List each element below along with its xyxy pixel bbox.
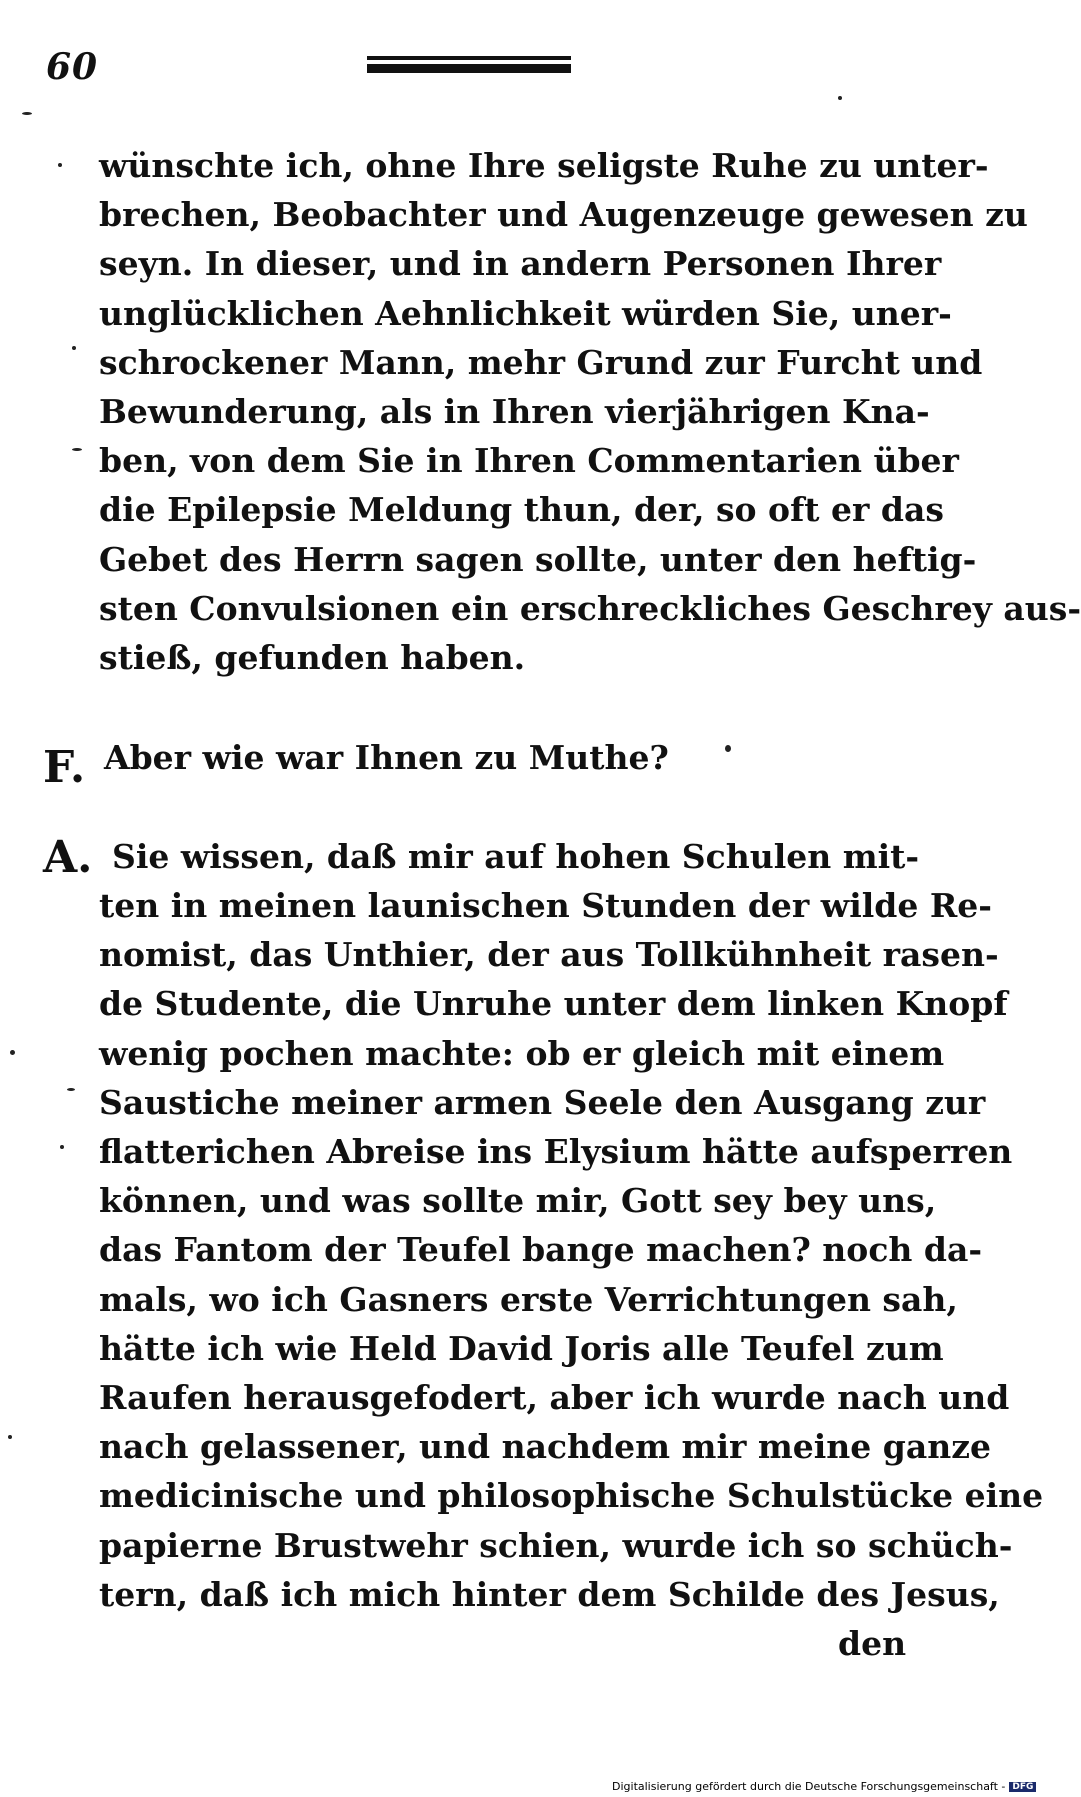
- text-line: ten in meinen launischen Stunden der wilde Re-: [99, 886, 992, 925]
- text-line: Bewunderung, als in Ihren vierjährigen Kna-: [99, 392, 930, 432]
- answer-paragraph: [99, 881, 1044, 1619]
- text-line: papierne Brustwehr schien, wurde ich so schüch-: [99, 1525, 1013, 1565]
- text-line: können, und was sollte mir, Gott sey bey uns,: [99, 1181, 937, 1221]
- text-line: flatterichen Abreise ins Elysium hätte aufsperren: [99, 1132, 1013, 1172]
- answer-first-line-block: [112, 832, 920, 881]
- text-line: schrockener Mann, mehr Grund zur Furcht und: [99, 342, 983, 382]
- dfg-logo: DFG: [1009, 1782, 1036, 1792]
- answer-speaker-label: A.: [43, 832, 93, 883]
- scan-speck: [72, 448, 82, 451]
- scan-speck: [725, 745, 731, 752]
- text-line: stieß, gefunden haben.: [99, 638, 526, 678]
- scan-speck: [58, 163, 62, 167]
- scan-speck: [60, 1145, 64, 1149]
- text-line: das Fantom der Teufel bange machen? noch da-: [99, 1230, 983, 1270]
- page-number: 60: [46, 46, 99, 88]
- text-line: nach gelassener, und nachdem mir meine ganze: [99, 1427, 991, 1467]
- text-line: seyn. In dieser, und in andern Personen Ihrer: [99, 244, 942, 284]
- header-rule-thick-bar: [367, 64, 571, 73]
- text-line: Raufen herausgefodert, aber ich wurde nach und: [99, 1378, 1010, 1418]
- text-line: wünschte ich, ohne Ihre seligste Ruhe zu unter-: [99, 146, 989, 185]
- question-speaker-label: F.: [43, 742, 86, 793]
- scan-speck: [72, 346, 76, 350]
- digitization-credit-text: Digitalisierung gefördert durch die Deutsche Forschungsgemeinschaft -: [612, 1780, 1006, 1793]
- scan-speck: [10, 1050, 15, 1055]
- text-line: nomist, das Unthier, der aus Tollkühnheit rasen-: [99, 935, 999, 975]
- question-text: Aber wie war Ihnen zu Muthe?: [104, 738, 669, 777]
- text-line: hätte ich wie Held David Joris alle Teufel zum: [99, 1328, 944, 1368]
- header-rule-thin-bar: [367, 56, 571, 60]
- text-line: unglücklichen Aehnlichkeit würden Sie, uner-: [99, 293, 952, 333]
- continuation-paragraph: [99, 141, 1081, 682]
- text-line: mals, wo ich Gasners erste Verrichtungen sah,: [99, 1279, 958, 1319]
- text-line: die Epilepsie Meldung thun, der, so oft er das: [99, 490, 944, 530]
- text-line: Gebet des Herrn sagen sollte, unter den heftig-: [99, 539, 977, 579]
- header-ornament-rule: [367, 56, 571, 78]
- text-line: sten Convulsionen ein erschreckliches Geschrey aus-: [99, 588, 1081, 628]
- scan-speck: [8, 1435, 12, 1439]
- scan-speck: [22, 112, 32, 115]
- text-line: medicinische und philosophische Schulstücke eine: [99, 1476, 1044, 1516]
- scan-speck: [838, 96, 842, 100]
- text-line: wenig pochen machte: ob er gleich mit einem: [99, 1033, 945, 1073]
- text-line: tern, daß ich mich hinter dem Schilde des Jesus,: [99, 1574, 1000, 1614]
- text-line: brechen, Beobachter und Augenzeuge gewesen zu: [99, 195, 1028, 235]
- text-line: ben, von dem Sie in Ihren Commentarien über: [99, 441, 959, 481]
- text-line: de Studente, die Unruhe unter dem linken Knopf: [99, 984, 1008, 1024]
- digitization-credit: [612, 1780, 1036, 1793]
- text-line: Sie wissen, daß mir auf hohen Schulen mit-: [112, 837, 920, 876]
- text-line: Saustiche meiner armen Seele den Ausgang zur: [99, 1082, 986, 1122]
- catchword: den: [838, 1624, 907, 1663]
- scan-speck: [67, 1088, 75, 1091]
